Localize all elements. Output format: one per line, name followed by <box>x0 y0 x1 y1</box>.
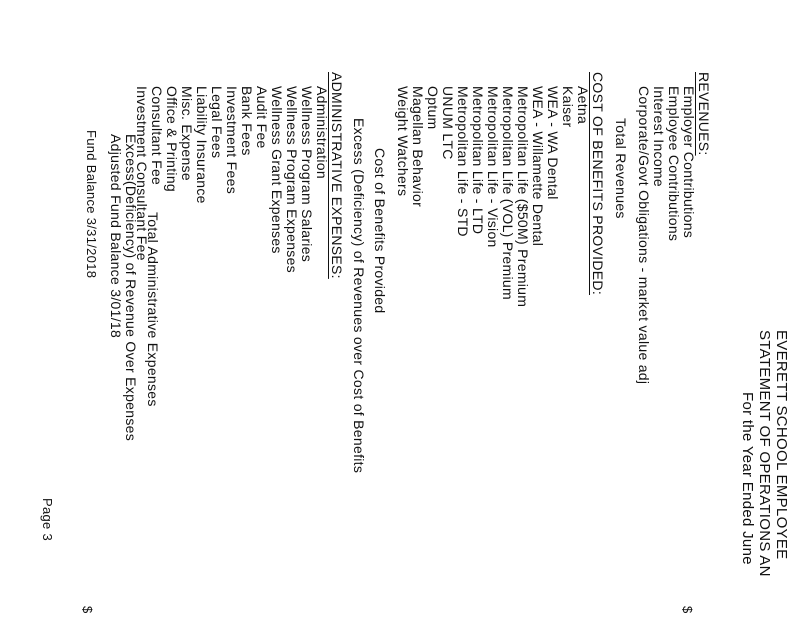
line-column <box>373 0 393 618</box>
statement-title: STATEMENT OF OPERATIONS AN <box>756 330 773 577</box>
line-column <box>637 0 657 618</box>
dollar-mark: $ <box>680 606 695 614</box>
benefit-item: WEA - WA Dental <box>545 86 561 200</box>
admin-item: Wellness Program Expenses <box>284 86 300 273</box>
admin-total-label: Total Administrative Expenses <box>145 212 161 407</box>
title-column <box>757 0 777 618</box>
admin-item: Liability Insurance <box>194 86 210 204</box>
excess-over-expenses-label: Excess(Deficiency) of Revenue Over Expenses <box>123 134 139 442</box>
dollar-mark: $ <box>80 606 95 614</box>
benefit-item: Metropolitan Life - STD <box>455 86 471 237</box>
revenues-heading: REVENUES: <box>696 72 712 156</box>
title-column <box>740 0 760 618</box>
benefits-total-label: Cost of Benefits Provided <box>372 148 388 314</box>
line-column <box>84 0 104 618</box>
benefit-item: Optum <box>425 86 441 130</box>
benefit-item: Kaiser <box>560 86 576 128</box>
benefits-heading: COST OF BENEFITS PROVIDED: <box>590 72 606 296</box>
admin-item: Wellness Grant Expenses <box>269 86 285 254</box>
fund-balance-label: Fund Balance 3/31/2018 <box>84 130 99 279</box>
benefit-item: Metropolitan Life - LTD <box>470 86 486 235</box>
revenue-item: Employee Contributions <box>666 86 682 242</box>
benefits-excess-label: Excess (Deficiency) of Revenues over Cost of Benefits <box>351 118 367 474</box>
benefit-item: WEA - Willamette Dental <box>530 86 546 247</box>
title-column <box>774 0 794 618</box>
adjusted-fund-balance-label: Adjusted Fund Balance 3/01/18 <box>108 134 124 339</box>
admin-item: Audit Fee <box>254 86 270 149</box>
admin-heading: ADMINISTRATIVE EXPENSES: <box>329 72 345 279</box>
admin-item: Consultant Fee <box>149 86 165 186</box>
benefit-item: Metropolitan Life - Vision <box>485 86 501 248</box>
benefit-item: Aetna <box>575 86 591 125</box>
benefit-item: Weight Watchers <box>395 86 411 197</box>
admin-item: Misc. Expense <box>179 86 195 181</box>
organization-title: EVERETT SCHOOL EMPLOYEE <box>773 330 790 560</box>
revenue-item: Interest Income <box>651 86 667 187</box>
admin-item: Wellness Program Salaries <box>299 86 315 263</box>
footer-column <box>40 0 60 618</box>
line-column <box>352 0 372 618</box>
benefit-item: UNUM LTC <box>440 86 456 160</box>
admin-item: Office & Printing <box>164 86 180 192</box>
line-column <box>109 0 129 618</box>
admin-item: Legal Fees <box>209 86 225 159</box>
period-title: For the Year Ended June <box>739 392 756 565</box>
admin-item: Administration <box>314 86 330 179</box>
line-column <box>614 0 634 618</box>
page-number: Page 3 <box>40 498 55 542</box>
admin-item: Bank Fees <box>239 86 255 156</box>
line-column <box>146 0 166 618</box>
benefit-item: Magellan Behavior <box>410 86 426 208</box>
revenue-item: Employer Contributions <box>681 86 697 239</box>
benefit-item: Metropolitan Life (VOL) Premium <box>500 86 516 300</box>
revenue-item: Corporate/Govt Obligations - market value adj <box>636 86 652 385</box>
admin-item: Investment Consultant Fee <box>134 86 150 261</box>
benefit-item: Metropolitan Life ($50M) Premium <box>515 86 531 308</box>
admin-item: Investment Fees <box>224 86 240 194</box>
line-column <box>396 0 416 618</box>
revenues-total-label: Total Revenues <box>613 118 629 219</box>
